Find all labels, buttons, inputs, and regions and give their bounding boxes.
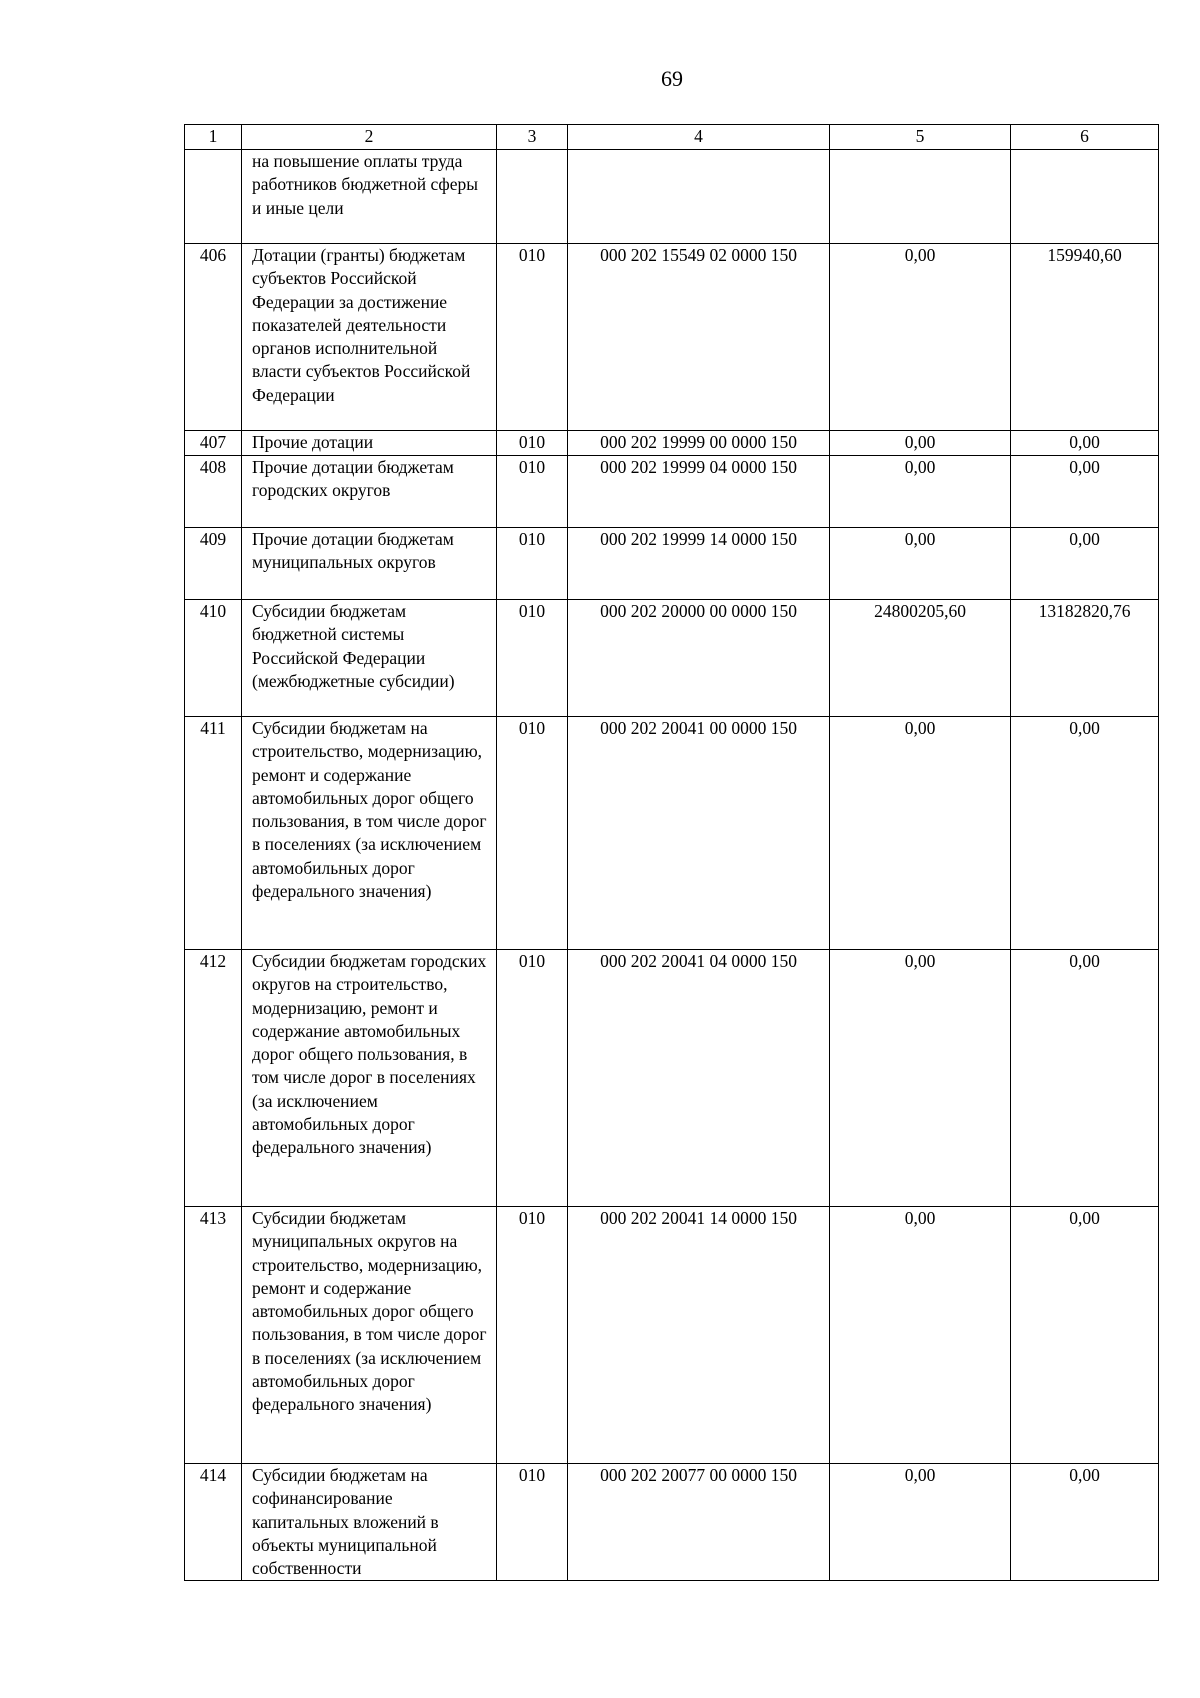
row-code — [497, 150, 568, 244]
row-name: Субсидии бюджетам на софинансирование капитальных вложений в объекты муниципальной собственности — [242, 1464, 497, 1581]
table-header — [185, 125, 1159, 150]
row-code: 010 — [497, 1464, 568, 1581]
row-value-5: 0,00 — [830, 431, 1011, 456]
row-number: 406 — [185, 244, 242, 431]
row-code: 010 — [497, 600, 568, 717]
row-kbk: 000 202 20041 04 0000 150 — [568, 950, 830, 1207]
row-value-6: 0,00 — [1011, 528, 1159, 600]
row-value-5: 0,00 — [830, 528, 1011, 600]
row-code: 010 — [497, 244, 568, 431]
row-kbk: 000 202 20000 00 0000 150 — [568, 600, 830, 717]
col-header-1: 1 — [185, 125, 242, 150]
table-row — [185, 950, 1159, 1207]
table-row — [185, 150, 1159, 244]
row-name: Субсидии бюджетам бюджетной системы Российской Федерации (межбюджетные субсидии) — [242, 600, 497, 717]
page-number: 69 — [661, 66, 683, 91]
row-name: Прочие дотации бюджетам муниципальных округов — [242, 528, 497, 600]
col-header-4: 4 — [568, 125, 830, 150]
row-value-5: 0,00 — [830, 244, 1011, 431]
table-row — [185, 528, 1159, 600]
table-row — [185, 431, 1159, 456]
row-value-5: 0,00 — [830, 717, 1011, 950]
row-name: Субсидии бюджетам городских округов на строительство, модернизацию, ремонт и содержание автомобильных дорог общего пользования, в том числе дорог в поселениях (за исключением автомобильных дорог федерального значения) — [242, 950, 497, 1207]
row-number: 410 — [185, 600, 242, 717]
row-value-5: 0,00 — [830, 950, 1011, 1207]
row-value-5 — [830, 150, 1011, 244]
row-number: 413 — [185, 1207, 242, 1464]
row-number: 409 — [185, 528, 242, 600]
row-name: Субсидии бюджетам на строительство, модернизацию, ремонт и содержание автомобильных дорог общего пользования, в том числе дорог в поселениях (за исключением автомобильных дорог федерального значения) — [242, 717, 497, 950]
row-name: Дотации (гранты) бюджетам субъектов Российской Федерации за достижение показателей деятельности органов исполнительной власти субъектов Российской Федерации — [242, 244, 497, 431]
table-row — [185, 456, 1159, 528]
row-number: 414 — [185, 1464, 242, 1581]
row-value-5: 24800205,60 — [830, 600, 1011, 717]
row-kbk: 000 202 20077 00 0000 150 — [568, 1464, 830, 1581]
table-row — [185, 1464, 1159, 1581]
col-header-5: 5 — [830, 125, 1011, 150]
budget-table — [184, 124, 1159, 1581]
row-name: на повышение оплаты труда работников бюджетной сферы и иные цели — [242, 150, 497, 244]
row-value-6: 0,00 — [1011, 431, 1159, 456]
row-number: 408 — [185, 456, 242, 528]
table-body — [185, 150, 1159, 1581]
row-value-6: 0,00 — [1011, 1464, 1159, 1581]
table-row — [185, 1207, 1159, 1464]
row-code: 010 — [497, 528, 568, 600]
row-value-5: 0,00 — [830, 1464, 1011, 1581]
row-kbk: 000 202 20041 14 0000 150 — [568, 1207, 830, 1464]
row-name: Прочие дотации — [242, 431, 497, 456]
row-value-6: 0,00 — [1011, 456, 1159, 528]
row-kbk — [568, 150, 830, 244]
row-kbk: 000 202 19999 00 0000 150 — [568, 431, 830, 456]
row-value-6: 0,00 — [1011, 950, 1159, 1207]
row-value-6 — [1011, 150, 1159, 244]
row-value-6: 159940,60 — [1011, 244, 1159, 431]
header-row — [185, 125, 1159, 150]
table-row — [185, 244, 1159, 431]
row-number: 411 — [185, 717, 242, 950]
table-row — [185, 717, 1159, 950]
table-row — [185, 600, 1159, 717]
row-number: 407 — [185, 431, 242, 456]
row-code: 010 — [497, 431, 568, 456]
row-kbk: 000 202 15549 02 0000 150 — [568, 244, 830, 431]
row-kbk: 000 202 20041 00 0000 150 — [568, 717, 830, 950]
row-value-6: 0,00 — [1011, 717, 1159, 950]
col-header-6: 6 — [1011, 125, 1159, 150]
row-name: Субсидии бюджетам муниципальных округов на строительство, модернизацию, ремонт и содержание автомобильных дорог общего пользования, в том числе дорог в поселениях (за исключением автомобильных дорог федерального значения) — [242, 1207, 497, 1464]
row-code: 010 — [497, 456, 568, 528]
row-value-6: 0,00 — [1011, 1207, 1159, 1464]
row-number: 412 — [185, 950, 242, 1207]
row-value-5: 0,00 — [830, 1207, 1011, 1464]
row-kbk: 000 202 19999 04 0000 150 — [568, 456, 830, 528]
col-header-3: 3 — [497, 125, 568, 150]
row-code: 010 — [497, 717, 568, 950]
row-value-5: 0,00 — [830, 456, 1011, 528]
row-kbk: 000 202 19999 14 0000 150 — [568, 528, 830, 600]
row-value-6: 13182820,76 — [1011, 600, 1159, 717]
col-header-2: 2 — [242, 125, 497, 150]
row-name: Прочие дотации бюджетам городских округов — [242, 456, 497, 528]
row-code: 010 — [497, 1207, 568, 1464]
row-code: 010 — [497, 950, 568, 1207]
row-number — [185, 150, 242, 244]
